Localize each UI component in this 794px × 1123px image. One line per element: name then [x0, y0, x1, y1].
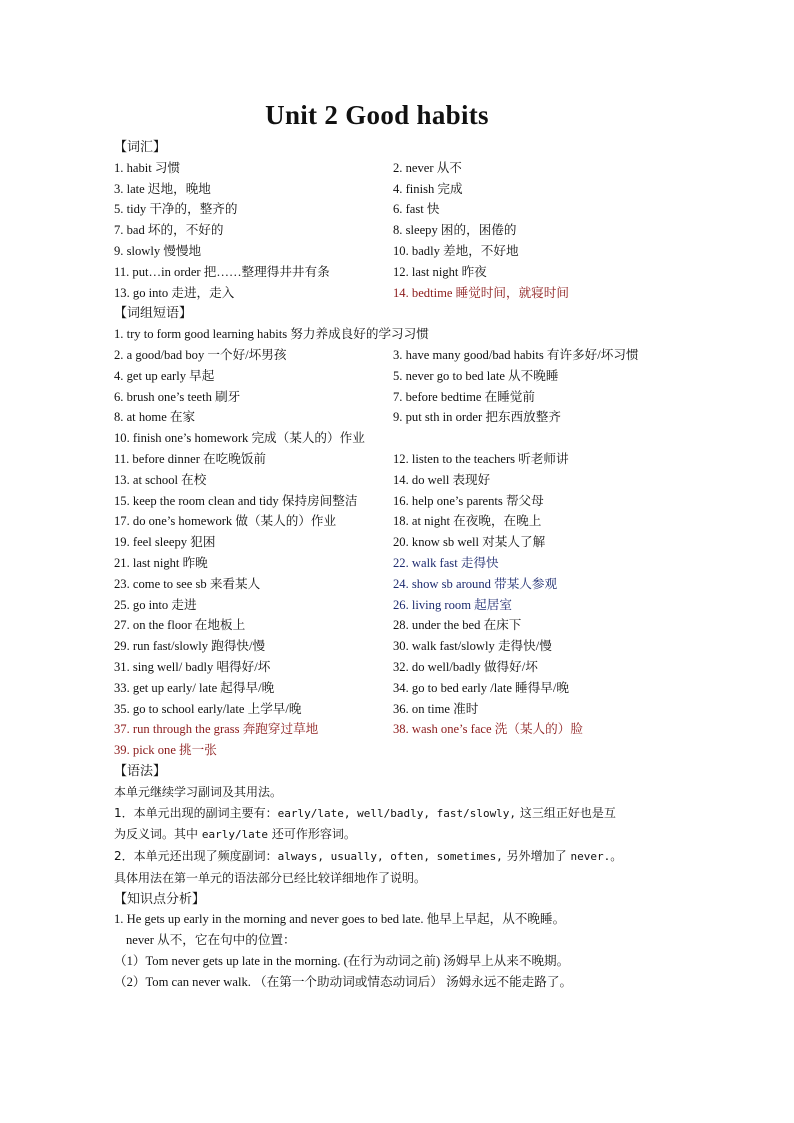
- phrase-row-col-1: 11. before dinner 在吃晚饭前: [114, 451, 267, 466]
- grammar-intro: 本单元继续学习副词及其用法。: [114, 784, 283, 799]
- phrase-row: [114, 740, 694, 761]
- phrase-row-col-2: 5. never go to bed late 从不晚睡: [393, 368, 559, 383]
- vocab-row-col-1: 3. late 迟地，晚地: [114, 181, 211, 196]
- vocab-row-col-2: 4. finish 完成: [393, 181, 463, 196]
- vocab-row: [114, 262, 694, 283]
- phrase-row-col-1: 10. finish one’s homework 完成（某人的）作业: [114, 431, 365, 446]
- phrase-row-col-1: 23. come to see sb 来看某人: [114, 576, 261, 591]
- phrase-row: [114, 511, 694, 532]
- vocab-row-col-1: 1. habit 习惯: [114, 160, 181, 175]
- phrase-row-col-2: 3. have many good/bad habits 有许多好/坏习惯: [393, 347, 639, 362]
- phrase-row-col-2: 32. do well/badly 做得好/坏: [393, 659, 538, 674]
- grammar-point-2-never: never.: [570, 850, 611, 864]
- vocab-row-col-1: 9. slowly 慢慢地: [114, 243, 202, 258]
- phrase-row-col-2: 38. wash one’s face 洗（某人的）脸: [393, 722, 583, 737]
- phrase-row-col-2: 16. help one’s parents 帮父母: [393, 493, 544, 508]
- phrase-row: [114, 657, 694, 678]
- phrase-row-col-1: 19. feel sleepy 犯困: [114, 535, 216, 550]
- section-heading-vocab: 【词汇】: [114, 139, 167, 154]
- phrase-row: [114, 366, 694, 387]
- vocab-row-col-2: 2. never 从不: [393, 160, 462, 175]
- grammar-point-2-mid: 另外增加了: [502, 849, 571, 864]
- phrase-row: [114, 719, 694, 740]
- phrase-row-col-2: 34. go to bed early /late 睡得早/晚: [393, 680, 569, 695]
- phrase-row: [114, 636, 694, 657]
- phrase-row-col-1: 2. a good/bad boy 一个好/坏男孩: [114, 347, 287, 362]
- vocab-list: [114, 158, 694, 304]
- page-title: Unit 2 Good habits: [265, 100, 489, 130]
- phrase-row-col-2: 28. under the bed 在床下: [393, 618, 522, 633]
- phrase-row-col-2: 12. listen to the teachers 听老师讲: [393, 451, 569, 466]
- phrase-row-col-2: 9. put sth in order 把东西放整齐: [393, 410, 561, 425]
- vocab-row: [114, 158, 694, 179]
- grammar-point-1-words: early/late, well/badly, fast/slowly,: [277, 806, 517, 820]
- section-heading-grammar: 【语法】: [114, 762, 167, 778]
- phrase-row-col-1: 25. go into 走进: [114, 597, 197, 612]
- phrase-row-col-1: 35. go to school early/late 上学早/晚: [114, 701, 302, 716]
- document-body: [114, 137, 694, 993]
- vocab-row: [114, 241, 694, 262]
- vocab-row: [114, 220, 694, 241]
- vocab-row: [114, 199, 694, 220]
- phrase-row: [114, 407, 694, 428]
- phrase-row: [114, 553, 694, 574]
- phrase-row-col-1: 33. get up early/ late 起得早/晚: [114, 680, 275, 695]
- vocab-row: [114, 179, 694, 200]
- phrase-row: [114, 678, 694, 699]
- phrase-row-col-1: 21. last night 昨晚: [114, 555, 208, 570]
- vocab-row-col-2: 12. last night 昨夜: [393, 264, 487, 279]
- phrase-row-col-2: 20. know sb well 对某人了解: [393, 535, 546, 550]
- phrase-row-col-2: 30. walk fast/slowly 走得快/慢: [393, 639, 552, 654]
- phrase-row-col-1: 39. pick one 挑一张: [114, 743, 217, 758]
- phrase-row-col-1: 13. at school 在校: [114, 472, 207, 487]
- phrase-row-col-2: 26. living room 起居室: [393, 597, 512, 612]
- vocab-row: [114, 283, 694, 304]
- grammar-point-1-lead: 1．本单元出现的副词主要有：: [114, 805, 278, 820]
- phrase-row-col-1: 37. run through the grass 奔跑穿过草地: [114, 722, 319, 737]
- phrase-row: [114, 449, 694, 470]
- phrase-row-col-1: 29. run fast/slowly 跑得快/慢: [114, 639, 266, 654]
- phrase-row-col-1: 4. get up early 早起: [114, 368, 215, 383]
- phrase-row-col-1: 15. keep the room clean and tidy 保持房间整洁: [114, 493, 358, 508]
- phrase-row: [114, 324, 694, 345]
- vocab-row-col-2: 10. badly 差地，不好地: [393, 243, 519, 258]
- grammar-point-1-cont-lead: 为反义词。其中: [114, 827, 202, 842]
- knowledge-line-3: （1）Tom never gets up late in the morning. (在行为动词之前) 汤姆早上从来不晚期。: [114, 954, 570, 969]
- phrase-row-col-2: 18. at night 在夜晚，在晚上: [393, 514, 542, 529]
- knowledge-line-2: never 从不，它在句中的位置：: [126, 933, 296, 948]
- grammar-point-2-end: 。: [610, 849, 623, 864]
- phrase-row: [114, 470, 694, 491]
- phrase-list: [114, 324, 694, 761]
- phrase-row: [114, 491, 694, 512]
- phrase-row-col-1: 6. brush one’s teeth 刷牙: [114, 389, 241, 404]
- vocab-row-col-2: 8. sleepy 困的，困倦的: [393, 223, 517, 238]
- vocab-row-col-1: 7. bad 坏的，不好的: [114, 223, 224, 238]
- phrase-row: [114, 699, 694, 720]
- phrase-row-col-2: 7. before bedtime 在睡觉前: [393, 389, 535, 404]
- phrase-row: [114, 595, 694, 616]
- grammar-point-2-lead: 2．本单元还出现了频度副词：: [114, 849, 278, 864]
- vocab-row-col-2: 14. bedtime 睡觉时间，就寝时间: [393, 285, 569, 300]
- grammar-point-2: [114, 846, 694, 868]
- section-heading-knowledge: 【知识点分析】: [114, 890, 206, 906]
- phrase-row: [114, 615, 694, 636]
- phrase-row: [114, 532, 694, 553]
- phrase-row-col-1: 1. try to form good learning habits 努力养成良好的学习习惯: [114, 327, 429, 342]
- phrase-row: [114, 387, 694, 408]
- phrase-row-col-1: 17. do one’s homework 做（某人的）作业: [114, 514, 337, 529]
- phrase-row-col-1: 8. at home 在家: [114, 410, 196, 425]
- vocab-row-col-2: 6. fast 快: [393, 202, 440, 217]
- knowledge-line-1: 1. He gets up early in the morning and never goes to bed late. 他早上早起，从不晚睡。: [114, 912, 566, 927]
- grammar-point-1-cont-words: early/late: [201, 828, 269, 842]
- phrase-row-col-2: 14. do well 表现好: [393, 472, 491, 487]
- section-heading-phrases: 【词组短语】: [114, 305, 193, 321]
- phrase-row-col-1: 31. sing well/ badly 唱得好/坏: [114, 659, 271, 674]
- phrase-row-col-2: 24. show sb around 带某人参观: [393, 576, 558, 591]
- grammar-point-2-words: always, usually, often, sometimes,: [277, 850, 503, 864]
- phrase-row-col-1: 27. on the floor 在地板上: [114, 618, 246, 633]
- grammar-point-1-tail: 这三组正好也是互: [516, 805, 616, 820]
- vocab-row-col-1: 13. go into 走进，走入: [114, 285, 235, 300]
- phrase-row: [114, 428, 694, 449]
- vocab-row-col-1: 11. put…in order 把……整理得井井有条: [114, 264, 330, 279]
- grammar-point-2-cont: 具体用法在第一单元的语法部分已经比较详细地作了说明。: [114, 870, 427, 885]
- grammar-point-1: [114, 803, 694, 825]
- phrase-row-col-2: 36. on time 准时: [393, 701, 479, 716]
- phrase-row: [114, 345, 694, 366]
- phrase-row-col-2: 22. walk fast 走得快: [393, 555, 499, 570]
- knowledge-line-4: （2）Tom can never walk. （在第一个助动词或情态动词后） 汤姆永远不能走路了。: [114, 974, 573, 989]
- grammar-point-1-cont-tail: 还可作形容词。: [268, 827, 356, 842]
- vocab-row-col-1: 5. tidy 干净的，整齐的: [114, 202, 238, 217]
- phrase-row: [114, 574, 694, 595]
- grammar-point-1-cont: [114, 824, 694, 846]
